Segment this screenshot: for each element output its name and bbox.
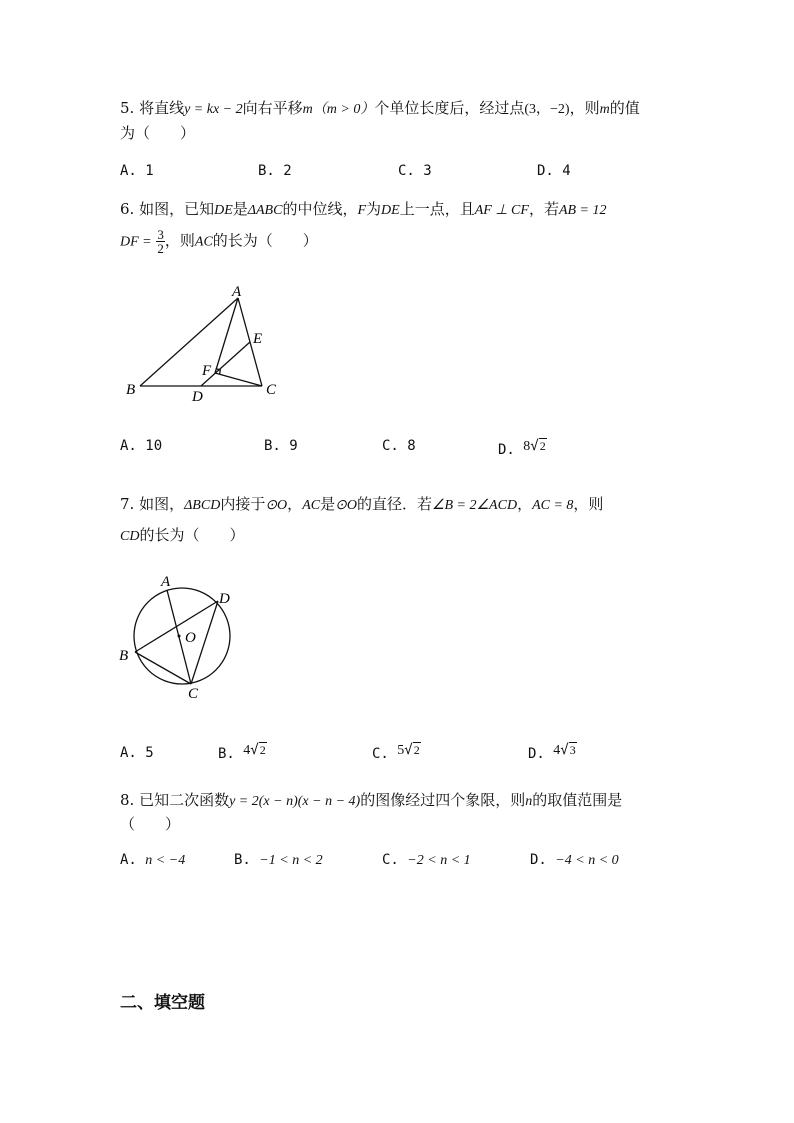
label-d: D bbox=[219, 591, 230, 607]
q7-circle-figure bbox=[115, 568, 245, 703]
q8-line1: 8. 已知二次函数y = 2(x − n)(x − n − 4)的图像经过四个象限，则n的取值范围是 bbox=[120, 791, 623, 809]
q7-line1: 7. 如图，ΔBCD内接于⊙O，AC是⊙O的直径．若∠B = 2∠ACD，AC = 8，则 bbox=[120, 495, 604, 513]
label-e: E bbox=[253, 331, 263, 347]
q8-option-d[interactable]: D. −4 < n < 0 bbox=[530, 852, 619, 868]
q8-option-c[interactable]: C. −2 < n < 1 bbox=[382, 852, 471, 868]
q7-option-d[interactable]: D. 4√3 bbox=[528, 742, 576, 762]
q8-line2: （ ） bbox=[120, 815, 181, 833]
label-f: F bbox=[202, 363, 212, 379]
q6-line2: DF = $\frac{3}{2}$ ，则AC的长为（ ） bbox=[120, 227, 318, 256]
q5-line2: 为（ ） bbox=[120, 124, 196, 142]
q8-option-b[interactable]: B. −1 < n < 2 bbox=[234, 852, 323, 868]
label-o: O bbox=[185, 630, 196, 646]
q6-line1: 6. 如图，已知DE是ΔABC的中位线，F为DE上一点，且AF ⊥ CF，若AB = 12 bbox=[120, 200, 607, 218]
q6-option-a[interactable]: A. 10 bbox=[120, 438, 163, 454]
label-c: C bbox=[188, 686, 199, 702]
q7-option-c[interactable]: C. 5√2 bbox=[372, 742, 420, 762]
q7-option-a[interactable]: A. 5 bbox=[120, 745, 154, 761]
q5-line1: 5. 将直线y = kx − 2向右平移m（m > 0）个单位长度后，经过点(3，−2)，则m的值 bbox=[120, 99, 640, 117]
q5-option-d[interactable]: D. 4 bbox=[537, 163, 571, 179]
q8-option-a[interactable]: A. n < −4 bbox=[120, 852, 186, 868]
q5-option-a[interactable]: A. 1 bbox=[120, 163, 154, 179]
fraction: $\frac{3}{2}$ bbox=[157, 227, 164, 256]
q6-option-c[interactable]: C. 8 bbox=[382, 438, 416, 454]
q6-option-d[interactable]: D. 8√2 bbox=[498, 438, 546, 458]
q5-option-b[interactable]: B. 2 bbox=[258, 163, 292, 179]
section-heading: 二、填空题 bbox=[120, 993, 205, 1013]
label-c: C bbox=[266, 382, 277, 398]
label-a: A bbox=[232, 284, 242, 300]
label-b: B bbox=[126, 382, 136, 398]
label-a: A bbox=[161, 574, 171, 590]
label-d: D bbox=[192, 389, 203, 405]
q7-option-b[interactable]: B. 4√2 bbox=[218, 742, 266, 762]
q7-line2: CD的长为（ ） bbox=[120, 526, 245, 544]
label-b: B bbox=[119, 648, 129, 664]
q6-triangle-figure bbox=[120, 280, 290, 405]
q6-option-b[interactable]: B. 9 bbox=[264, 438, 298, 454]
q5-option-c[interactable]: C. 3 bbox=[398, 163, 432, 179]
